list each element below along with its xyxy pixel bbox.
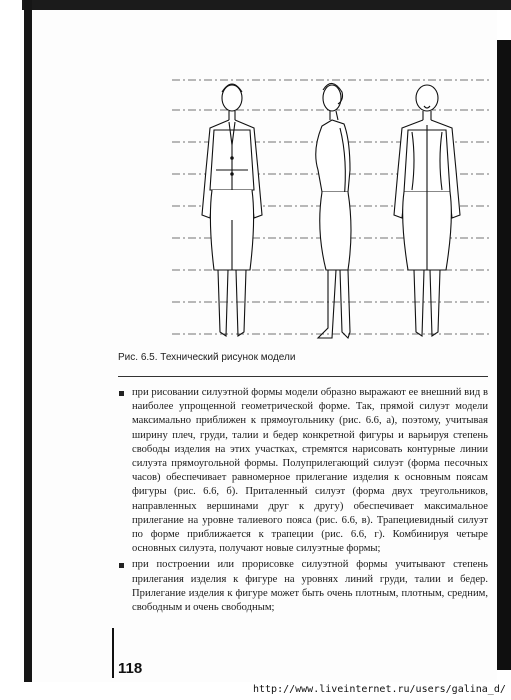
side-view-figure — [316, 83, 351, 338]
list-item — [118, 558, 488, 615]
scan-edge-left — [24, 0, 32, 682]
bullet-square-icon — [119, 563, 124, 568]
list-item-text: при построении или прорисовке силуэтной формы учитывают степень прилегания изделия к фигуре на уровнях линий груди, талии и бедер. Прилегание изделия к фигуре может быть очень плотным, плотным, средним, свободным и очень свободным; — [132, 559, 488, 614]
figure-caption: Рис. 6.5. Технический рисунок модели — [118, 352, 296, 363]
text-divider — [118, 376, 488, 377]
list-item — [118, 386, 488, 556]
back-view-figure — [394, 85, 460, 336]
page-number-rule — [112, 628, 114, 678]
scan-edge-top — [22, 0, 511, 10]
page-number: 118 — [118, 660, 143, 677]
body-text — [118, 386, 488, 617]
scan-edge-right — [497, 40, 511, 670]
technical-drawing-figure — [172, 70, 492, 355]
bullet-square-icon — [119, 391, 124, 396]
watermark-url: http://www.liveinternet.ru/users/galina_d/ — [253, 684, 506, 695]
list-item-text: при рисовании силуэтной формы модели образно выражают ее внешний вид в наиболее упрощенной геометрической форме. Так, прямой силуэт модели максимально приближен к прямоугольнику (рис. 6.6, а), поэтому, учитывая ширину плеч, груди, талии и бедер конкретной фигуры и варьируя степень свободы изделия на этих участках, стремятся нарисовать контурные линии силуэта прямоугольной формы. Полуприлегающий силуэт (форма песочных часов) обеспечивает равномерное прилегание изделия к основным поясам фигуры (рис. 6.6, б). Приталенный силуэт (форма двух треугольников, направленных вершинами друг к другу) обеспечивает максимальное прилегание на уровне талиевого пояса (рис. 6.6, в). Трапециевидный силуэт по форме приближается к трапеции (рис. 6.6, г). Комбинируя четыре основных силуэта, получают новые силуэтные формы; — [132, 387, 488, 555]
front-view-figure — [202, 84, 262, 336]
